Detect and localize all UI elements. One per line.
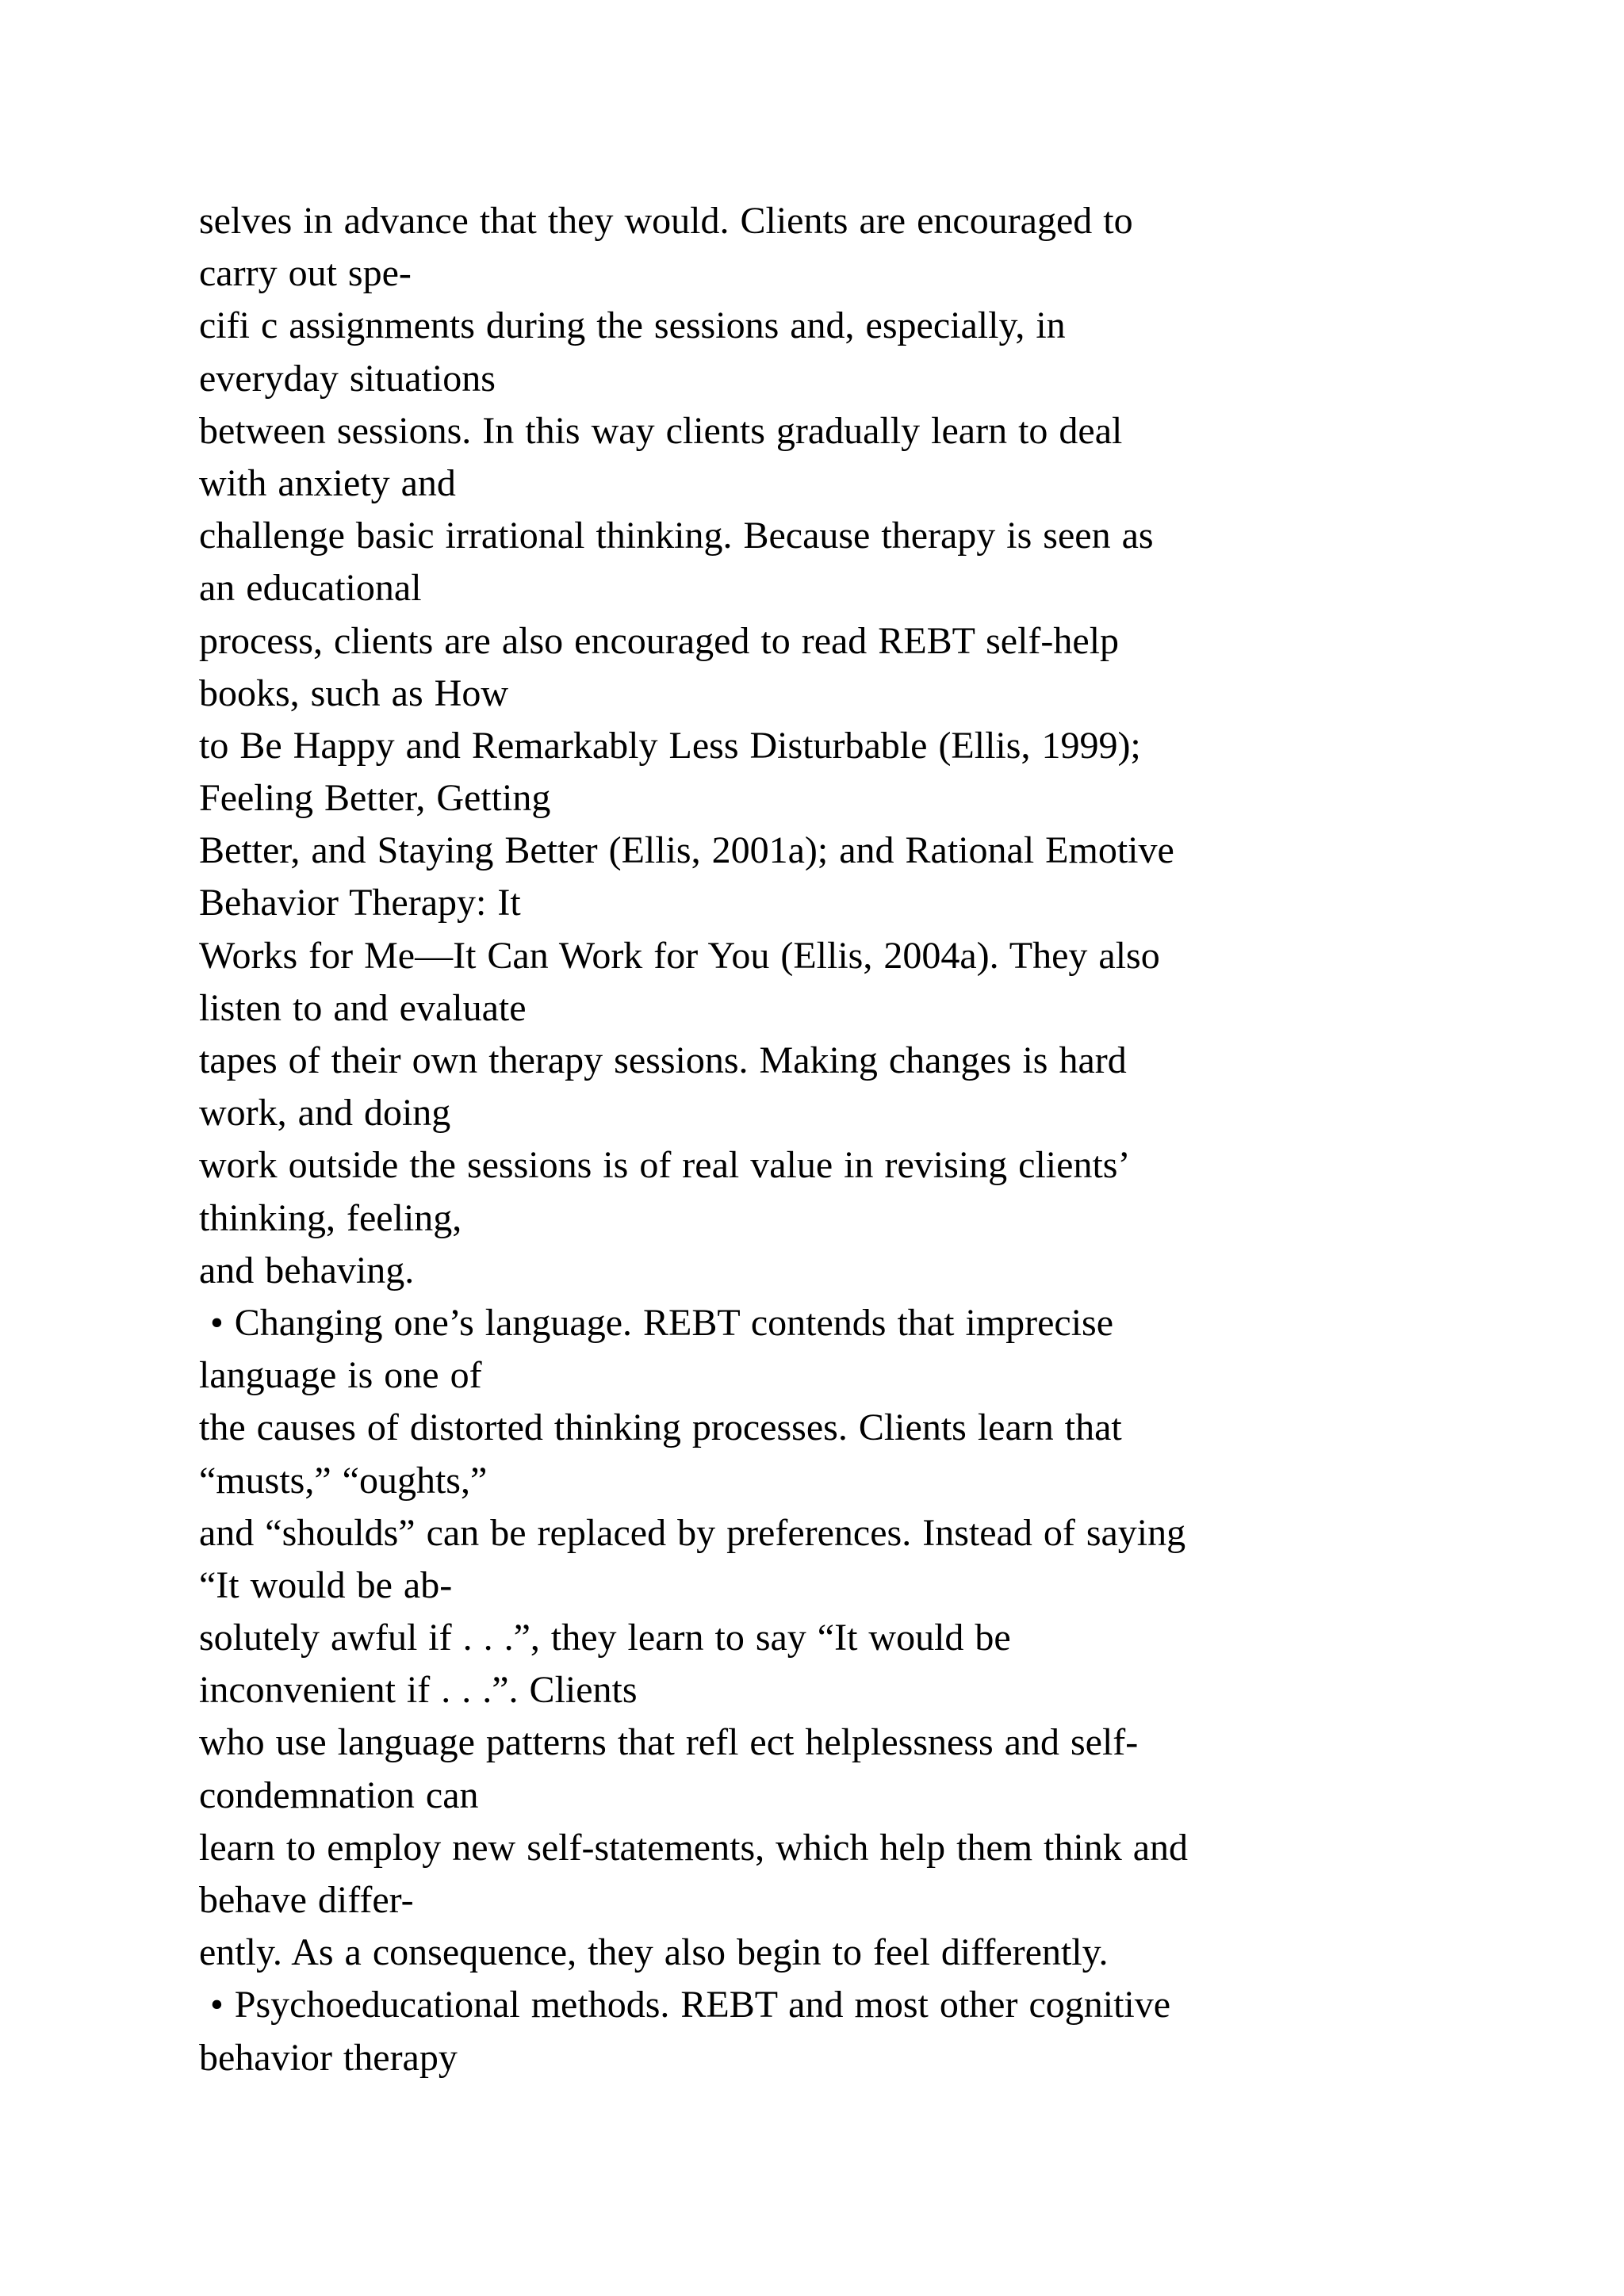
text-line: behavior therapy <box>199 2036 458 2079</box>
text-line: listen to and evaluate <box>199 986 527 1029</box>
bullet-item-psychoeducational: • Psychoeducational methods. REBT and most other cognitive <box>199 1984 1171 2026</box>
text-line: solutely awful if . . .”, they learn to say “It would be <box>199 1617 1011 1659</box>
text-line: cifi c assignments during the sessions and, especially, in <box>199 304 1066 347</box>
text-line: Feeling Better, Getting <box>199 777 551 820</box>
text-line: with anxiety and <box>199 461 456 504</box>
text-line: an educational <box>199 567 422 610</box>
text-line: everyday situations <box>199 357 496 400</box>
text-line: “It would be ab- <box>199 1563 453 1606</box>
text-line: the causes of distorted thinking processes. Clients learn that <box>199 1406 1122 1449</box>
text-line: ently. As a consequence, they also begin to feel differently. <box>199 1931 1109 1974</box>
text-line: Works for Me—It Can Work for You (Ellis, 2004a). They also <box>199 934 1160 977</box>
text-line: books, such as How <box>199 672 508 714</box>
text-line: Behavior Therapy: It <box>199 882 521 924</box>
text-line: and “shoulds” can be replaced by preferences. Instead of saying <box>199 1511 1186 1554</box>
text-line: work outside the sessions is of real value in revising clients’ <box>199 1144 1131 1187</box>
text-line: process, clients are also encouraged to read REBT self-help <box>199 619 1120 662</box>
bullet-item-changing-language: • Changing one’s language. REBT contends that imprecise <box>199 1301 1114 1344</box>
text-line: condemnation can <box>199 1774 479 1816</box>
text-line: learn to employ new self-statements, which help them think and <box>199 1826 1189 1869</box>
text-line: thinking, feeling, <box>199 1196 462 1239</box>
text-line: and behaving. <box>199 1249 415 1292</box>
text-line: between sessions. In this way clients gradually learn to deal <box>199 409 1123 452</box>
text-line: to Be Happy and Remarkably Less Disturbable (Ellis, 1999); <box>199 724 1141 767</box>
text-line: “musts,” “oughts,” <box>199 1459 488 1502</box>
body-text <box>199 195 1468 2084</box>
text-line: tapes of their own therapy sessions. Making changes is hard <box>199 1039 1127 1081</box>
text-line: behave differ- <box>199 1879 414 1921</box>
text-line: language is one of <box>199 1354 482 1397</box>
text-line: inconvenient if . . .”. Clients <box>199 1669 638 1712</box>
text-line: challenge basic irrational thinking. Because therapy is seen as <box>199 515 1154 557</box>
text-line: carry out spe- <box>199 252 412 295</box>
text-line: selves in advance that they would. Clients are encouraged to <box>199 200 1133 242</box>
text-line: work, and doing <box>199 1092 451 1135</box>
text-line: who use language patterns that refl ect helplessness and self- <box>199 1721 1139 1764</box>
text-line: Better, and Staying Better (Ellis, 2001a); and Rational Emotive <box>199 829 1174 872</box>
